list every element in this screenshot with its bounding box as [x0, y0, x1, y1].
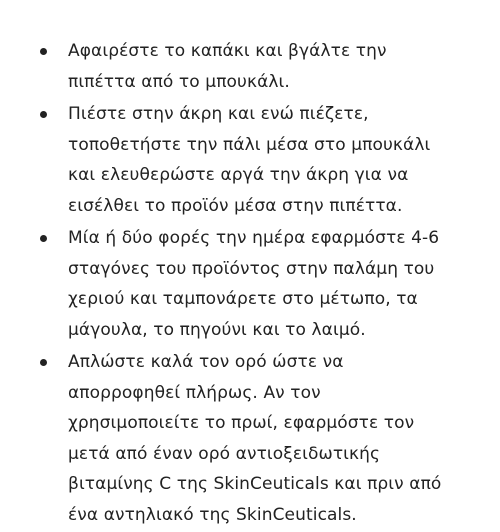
- text-line: μάγουλα, το πηγούνι και το λαιμό.: [68, 319, 366, 340]
- list-item-text: [68, 99, 478, 221]
- text-line: ένα αντηλιακό της SkinCeuticals.: [68, 504, 357, 525]
- text-line: σταγόνες του προϊόντος στην παλάμη του: [68, 258, 435, 279]
- instructions-list: [0, 36, 500, 532]
- text-line: βιταμίνης C της SkinCeuticals και πριν από: [68, 474, 442, 494]
- text-line: μετά από έναν ορό αντιοξειδωτικής: [68, 443, 381, 464]
- text-line: χεριού και ταμπονάρετε στο μέτωπο, τα: [68, 289, 418, 309]
- text-line: Μία ή δύο φορές την ημέρα εφαρμόστε 4-6: [68, 228, 440, 248]
- list-item: [0, 36, 500, 97]
- text-line: τοποθετήστε την πάλι μέσα στο μπουκάλι: [68, 134, 431, 155]
- bullet-icon: [40, 359, 47, 366]
- text-line: χρησιμοποιείτε το πρωί, εφαρμόστε τον: [68, 413, 415, 433]
- text-line: και ελευθερώστε αργά την άκρη για να: [68, 165, 409, 185]
- list-item-text: [68, 347, 478, 530]
- text-line: πιπέττα από το μπουκάλι.: [68, 71, 290, 92]
- text-line: Απλώστε καλά τον ορό ώστε να: [68, 352, 344, 372]
- bullet-icon: [40, 111, 47, 118]
- bullet-icon: [40, 235, 47, 242]
- text-line: απορροφηθεί πλήρως. Αν τον: [68, 382, 321, 403]
- list-item-text: [68, 36, 478, 97]
- list-item: [0, 347, 500, 530]
- text-line: εισέλθει το προϊόν μέσα στην πιπέττα.: [68, 195, 403, 216]
- list-item: [0, 223, 500, 345]
- text-line: Αφαιρέστε το καπάκι και βγάλτε την: [68, 41, 387, 61]
- text-line: Πιέστε στην άκρη και ενώ πιέζετε,: [68, 104, 369, 124]
- list-item-text: [68, 223, 478, 345]
- bullet-icon: [40, 48, 47, 55]
- list-item: [0, 99, 500, 221]
